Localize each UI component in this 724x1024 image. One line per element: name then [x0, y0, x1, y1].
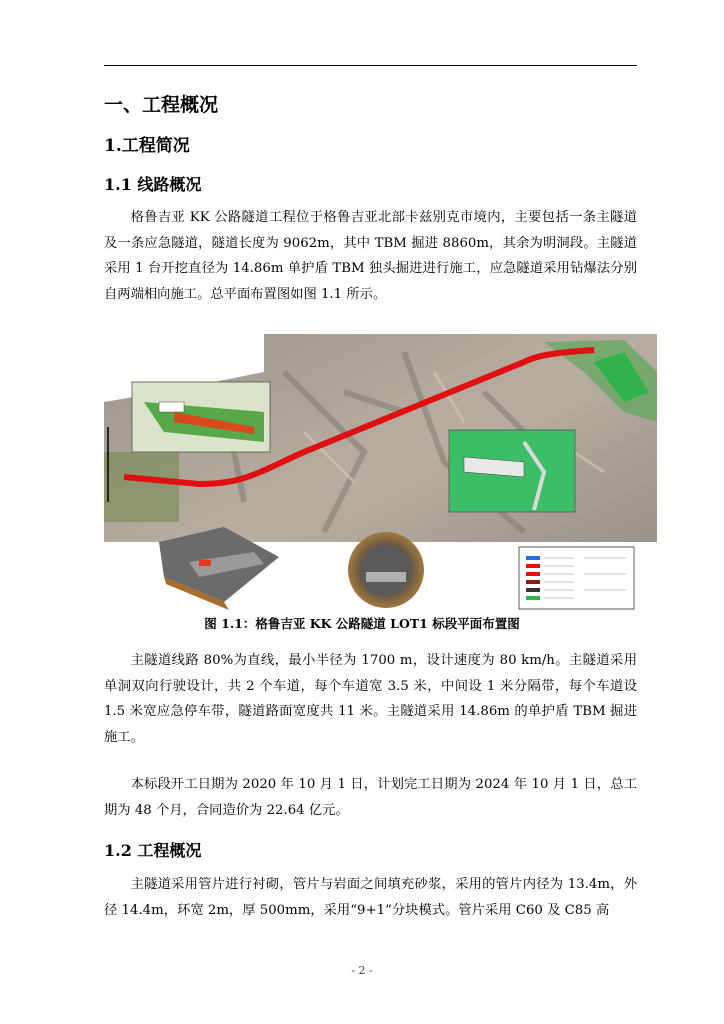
subsection-heading: 1.工程简况	[104, 136, 190, 156]
section-heading: 一、工程概况	[104, 94, 219, 116]
header-rule	[104, 65, 637, 66]
paragraph-route-overview: 格鲁吉亚 KK 公路隧道工程位于格鲁吉亚北部卡兹别克市境内，主要包括一条主隧道及一条应急隧道，隧道长度为 9062m，其中 TBM 掘进 8860m，其余为明洞段。主隧道采用 1 台开挖直径为 14.86m 单护盾 TBM 独头掘进进行施工，应急隧道采用钻爆法分别自两端相向施工。总平面布置图如图 1.1 所示。	[104, 210, 637, 302]
subsubsection-heading-route: 1.1 线路概况	[104, 175, 202, 194]
paragraph-alignment: 主隧道线路 80%为直线，最小半径为 1700 m，设计速度为 80 km/h。主隧道采用单洞双向行驶设计，共 2 个车道，每个车道宽 3.5 米，中间设 1 米分隔带，每个车道设 1.5 米宽应急停车带，隧道路面宽度共 11 米。主隧道采用 14.86m 的单护盾 TBM 掘进施工。	[104, 653, 637, 745]
layout-plan-figure	[104, 332, 657, 612]
subsubsection-heading-project: 1.2 工程概况	[104, 841, 202, 860]
page-number: - 2 -	[351, 964, 373, 977]
paragraph-schedule: 本标段开工日期为 2020 年 10 月 1 日，计划完工日期为 2024 年 10 月 1 日，总工期为 48 个月，合同造价为 22.64 亿元。	[104, 777, 637, 818]
paragraph-lining: 主隧道采用管片进行衬砌，管片与岩面之间填充砂浆，采用的管片内径为 13.4m，外径 14.4m，环宽 2m，厚 500mm，采用“9+1”分块模式。管片采用 C60 及 C85 高	[104, 877, 637, 918]
figure-caption: 图 1.1：格鲁吉亚 KK 公路隧道 LOT1 标段平面布置图	[204, 616, 520, 631]
